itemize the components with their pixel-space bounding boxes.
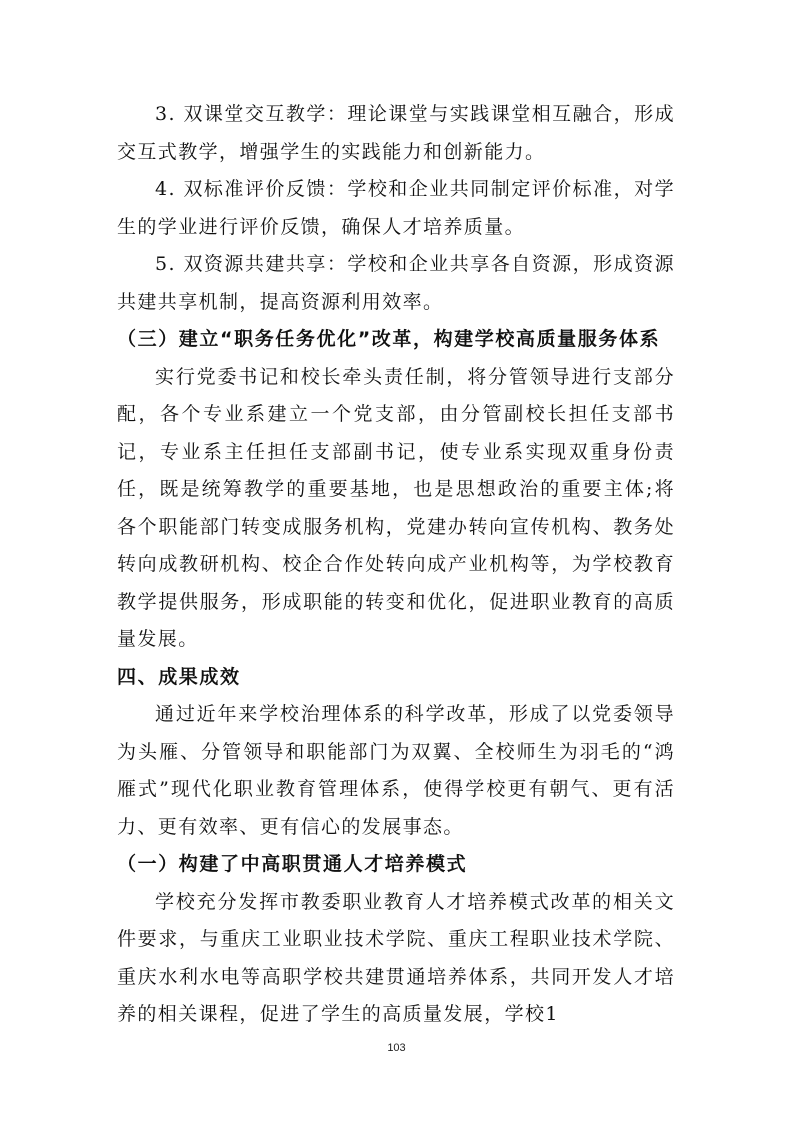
page-number: 103 xyxy=(387,1042,406,1054)
paragraph-item-5: 5. 双资源共建共享：学校和企业共享各自资源，形成资源共建共享机制，提高资源利用效率。 xyxy=(117,253,675,313)
section-heading-results: 四、成果成效 xyxy=(117,665,241,688)
paragraph-party-responsibility: 实行党委书记和校长牵头责任制，将分管领导进行支部分配，各个专业系建立一个党支部，由分管副校长担任支部书记，专业系主任担任支部副书记，使专业系实现双重身份责任，既是统筹教学的重要基地，也是思想政治的重要主体;将各个职能部门转变成服务机构，党建办转向宣传机构、教务处转向成教研机构、校企合作处转向成产业机构等，为学校教育教学提供服务，形成职能的转变和优化，促进职业教育的高质量发展。 xyxy=(117,365,675,650)
paragraph-item-3: 3. 双课堂交互教学：理论课堂与实践课堂相互融合，形成交互式教学，增强学生的实践能力和创新能力。 xyxy=(117,103,675,163)
section-heading-talent-model: （一）构建了中高职贯通人才培养模式 xyxy=(117,853,468,875)
paragraph-item-4: 4. 双标准评价反馈：学校和企业共同制定评价标准，对学生的学业进行评价反馈，确保人才培养质量。 xyxy=(117,178,675,238)
paragraph-talent-model: 学校充分发挥市教委职业教育人才培养模式改革的相关文件要求，与重庆工业职业技术学院、重庆工程职业技术学院、重庆水利水电等高职学校共建贯通培养体系，共同开发人才培养的相关课程，促进了学生的高质量发展，学校1 xyxy=(117,890,675,1025)
paragraph-results-summary: 通过近年来学校治理体系的科学改革，形成了以党委领导为头雁、分管领导和职能部门为双翼、全校师生为羽毛的“鸿雁式”现代化职业教育管理体系，使得学校更有朝气、更有活力、更有效率、更有信心的发展事态。 xyxy=(117,703,675,838)
section-heading-3: （三）建立“职务任务优化”改革，构建学校高质量服务体系 xyxy=(117,328,661,350)
document-body xyxy=(117,96,675,1034)
